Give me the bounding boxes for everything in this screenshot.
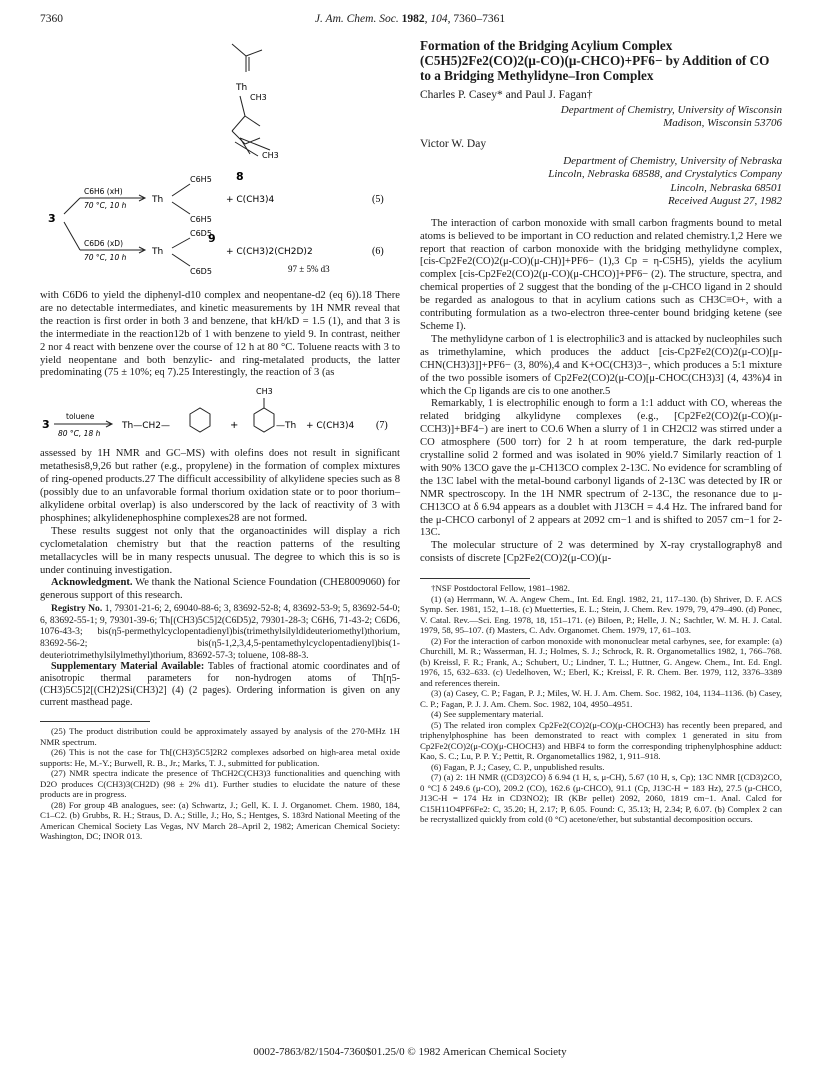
eq7-reagent: toluene <box>66 412 95 422</box>
label-eq5: (5) <box>372 194 384 205</box>
label-c6d5-b: C6D5 <box>190 267 212 276</box>
right-paragraph-2: The methylidyne carbon of 1 is electrophilic3 and is attacked by nucleophiles such as trimethylamine, which produces the adduct [cis-Cp2Fe2(CO)2(μ-CO)[μ-CHN(CH3)3]]+PF6− (3, 80%),4 and K+OC(CH3)3−, which produces a 5:1 mixture of the two possible isomers of Cp2Fe2(CO)2(μ-CO)[μ-CHOC(CH3)3] (4, 43%)4 in which the Cp ligands are cis to one another.5 <box>420 333 782 397</box>
journal-pages: , 7360–7361 <box>447 13 506 25</box>
left-paragraph-1: with C6D6 to yield the diphenyl-d10 complex and neopentane-d2 (eq 6)).18 There are no detectable intermediates, and kinetic measurements by 1H NMR reveal that the reaction is first order in both 3 and benzene, that kH/kD = 1.5 (1), and that 3 is the intermediate in the reaction12b of 1 with benzene to yield 9. In contrast, neither 2 nor 4 react with benzene over the course of 12 h at 80 °C. Toluene reacts with 3 to yield neopentane and both benzylic- and ring-metalated products, the latter predominating (75 ± 10%; eq 7).25 Interestingly, the reaction of 3 (as <box>40 290 400 379</box>
supplementary-material <box>40 661 400 709</box>
left-paragraph-2: assessed by 1H NMR and GC–MS) with olefins does not result in significant metathesis8,9,26 but rather (e.g., propylene) in the formation of complex mixtures of ring-opened products.27 The difficult accessibility of alkylidene species such as 8 (possibly due to an unfavorable formal thorium oxidation state or to poor thorium–alkylidene orbital overlap) is also underscored by the lack of reactivity of 3 with phosphines; alkylidenephosphine complexes28 are not formed. <box>40 448 400 524</box>
footnote-6: (6) Fagan, P. J.; Casey, C. P., unpublished results. <box>431 761 605 772</box>
label-arrow-top-cond: 70 °C, 10 h <box>84 201 127 210</box>
authors-1: Charles P. Casey* and Paul J. Fagan† <box>420 89 593 101</box>
label-ch3-b: CH3 <box>262 151 279 160</box>
footnote-dagger: †NSF Postdoctoral Fellow, 1981–1982. <box>431 583 570 594</box>
footnote-26: (26) This is not the case for Th[(CH3)5C5]2R2 complexes adsorbed on high-area metal oxide supports: He, M.-Y.; Burwell, R. B., Jr.; Marks, T. J., submitted for publication. <box>40 747 400 768</box>
article-title: Formation of the Bridging Acylium Complex (C5H5)2Fe2(CO)2(μ-CO)(μ-CHCO)+PF6− by Addition of CO to a Bridging Methylidyne–Iron Complex <box>420 38 770 83</box>
label-eq6: (6) <box>372 246 384 257</box>
journal-name: J. Am. Chem. Soc. <box>314 13 399 25</box>
footnote-2: (2) For the interaction of carbon monoxide with mononuclear metal carbynes, see, for example: (a) Churchill, M. R.; Wasserman, H. J.; Holmes, S. J.; Schrock, R. R. Organometallics 1982, 1, 766–768. (b) Kreissl, F. R.; Frank, A.; Schubert, U.; Lindner, T. L.; Huttner, G. Angew. Chem., Int. Ed. Engl. 1976, 15, 632–633. (c) Uedelhoven, W.; Eberl, K.; Kreissl, F. R. Chem. Ber. 1979, 112, 3376–3389 and references therein. <box>420 635 782 688</box>
footnote-rule <box>40 721 150 722</box>
scheme-svg <box>40 38 400 290</box>
ack-body: We thank the National Science Foundation (CHE8009060) for generous support of this research. <box>40 577 400 602</box>
label-arrow-bot-cond: 70 °C, 10 h <box>84 253 127 262</box>
journal-volume: 104 <box>430 13 448 25</box>
right-column <box>420 38 782 825</box>
eq7-th1: Th—CH2— <box>122 421 170 432</box>
left-column <box>40 38 400 842</box>
eq7-svg <box>40 384 400 444</box>
label-ch3-a: CH3 <box>250 93 267 102</box>
right-paragraph-1: The interaction of carbon monoxide with small carbon fragments bound to metal atoms is believed to be important in CO reduction and related chemistry.1,2 Here we report that reaction of carbon monoxide with the bridging methylidyne complex, [cis-Cp2Fe2(CO)2(μ-CO)(μ-CH)]+PF6− (1),3 Cp = η-C5H5), yields the acylium complex [cis-Cp2Fe2(CO)2(μ-CO)(μ-CHCO)]+PF6− (2). The structure, spectra, and chemical properties of 2 suggest that the bonding of the μ-CHCO ligand in 2 should be regarded as analogous to that in acylium cations such as CH3C≡O+, with a contributing formulation as a two-electron three-center bound bridging ketene (see Scheme I). <box>420 217 782 332</box>
footnote-28: (28) For group 4B analogues, see: (a) Schwartz, J.; Gell, K. I. J. Organomet. Chem. 1980, 184, C1–C2. (b) Grubbs, R. H.; Straus, D. A.; Stille, J.; Ho, S.; Hentges, S. 183rd National Meeting of the American Chemical Society Las Vegas, NV March 28–April 2, 1982; American Chemical Society: Washington, DC; INOR 013. <box>40 799 400 842</box>
right-paragraph-4: The molecular structure of 2 was determined by X-ray crystallography8 and consists of discrete [Cp2Fe2(CO)2(μ-CO)(μ- <box>420 540 782 565</box>
eq7-ch3: CH3 <box>256 387 273 397</box>
footnote-7: (7) (a) 2: 1H NMR ((CD3)2CO) δ 6.94 (1 H, s, μ-CH), 5.67 (10 H, s, Cp); 13C NMR [(CD3)2CO, 0 °C] δ 249.6 (μ-CO), 209.2 (CO), 162.6 (μ-CHCO), 91.1 (Cp, J13C-H = 183 Hz), 27.5 (μ-CHCO, J13C-H = 174 Hz in CD3NO2); IR (KBr pellet) 2092, 2060, 1819 cm−1. Anal. Calcd for C15H11O4PF6Fe2: C, 35.20; H, 2.17; P, 6.05. Found: C, 35.13; H, 2.34; P, 6.07. (b) Complex 2 can be recrystallized quickly from cold (0 °C) acetone/ether, but substantial decomposition occurs. <box>420 772 782 825</box>
affiliation-2a: Department of Chemistry, University of Nebraska <box>563 155 782 168</box>
reaction-scheme <box>40 38 400 290</box>
eq7-number: (7) <box>376 420 388 432</box>
affiliation-1a: Department of Chemistry, University of Wisconsin <box>560 103 782 116</box>
eq7-cond: 80 °C, 18 h <box>58 429 101 439</box>
label-product-top: + C(CH3)4 <box>226 195 275 205</box>
right-paragraph-3: Remarkably, 1 is electrophilic enough to form a 1:1 adduct with CO, whereas the related bridging alkylidyne complexes (e.g., [Cp2Fe2(CO)2(μ-CO)(μ-CCH3)]+BF4−) are inert to CO.6 When a slurry of 1 in CH2Cl2 was stirred under a CO atmosphere (500 torr) for 2 h at room temperature, the dark red-purple crystalline solid 2 formed and was isolated in 90% yield.7 Similarly reaction of 1 with 90% 13CO gave the μ-CH13CO complex 2-13C. No evidence for scrambling of the 13C label with the metal-bound carbonyl ligands of 2-13C was detected by IR or NMR spectroscopy. In the 1H NMR spectrum of 2-13C, the resonance due to μ-CH13CO at δ 6.94 appears as a doublet with J13CH = 4.4 Hz. The infrared band for the μ-CHCO carbonyl of 2 appears at 2092 cm−1 and is shifted to 2057 cm−1 for 2-13C. <box>420 398 782 539</box>
footnote-rule-right <box>420 578 530 579</box>
eq7-reactant: 3 <box>42 418 50 432</box>
label-arrow-top-reagent: C6H6 (xH) <box>84 187 123 196</box>
journal-year: 1982 <box>401 13 425 25</box>
label-compound-3: 3 <box>48 212 56 225</box>
left-paragraph-3: These results suggest not only that the organoactinides will display a rich cyclometalation chemistry but that the reaction patterns of the resulting metallacycles will be in many respects unusual. The degree to which this is so is under continuing investigation. <box>40 525 400 576</box>
footnote-3: (3) (a) Casey, C. P.; Fagan, P. J.; Miles, W. H. J. Am. Chem. Soc. 1982, 104, 1134–1136. (b) Casey, C. P.; Fagan, P. J. J. Am. Chem. Soc. 1982, 104, 4950–4951. <box>420 688 782 709</box>
label-compound-8: 8 <box>236 170 244 183</box>
registry-numbers <box>40 603 400 661</box>
ack-heading: Acknowledgment. <box>51 577 133 589</box>
label-product-bot: + C(CH3)2(CH2D)2 <box>226 247 313 257</box>
footnote-4: (4) See supplementary material. <box>431 709 544 720</box>
footnote-1: (1) (a) Herrmann, W. A. Angew Chem., Int. Ed. Engl. 1982, 21, 117–130. (b) Shriver, D. F. ACS Symp. Ser. 1981, 152, 1–18. (c) Muetterties, E. L.; Stein, J. Chem. Rev. 1979, 79, 479–490. (d) Ponec, V. Catal. Rev.—Sci. Eng. 1978, 18, 151–171. (e) Biloen, P.; Helle, J. N.; Sachtler, W. M. H. J. Catal. 1979, 58, 95–107. (f) Masters, C. Adv. Organomet. Chem. 1979, 17, 61–103. <box>420 593 782 636</box>
eq7-th2: —Th <box>276 421 297 432</box>
authors-2: Victor W. Day <box>420 138 487 151</box>
label-arrow-bot-reagent: C6D6 (xD) <box>84 239 124 248</box>
label-th-top: Th <box>152 195 164 205</box>
footnote-5: (5) The related iron complex Cp2Fe2(CO)2(μ-CO)(μ-CHOCH3) has recently been prepared, and triphenylphosphine has been demonstrated to react with complex 1 generated in situ from Cp2Fe2(CO)2(μ-CO)(μ-CHOCH3) and HBF4 to form the corresponding triphenylphosphine adduct: Kao, S. C.; Lu, P. P. Y.; Pettit, R. Organometallics 1982, 1, 911–918. <box>420 719 782 762</box>
label-c6d5-a: C6D5 <box>190 229 212 238</box>
footnote-25: (25) The product distribution could be approximately assayed by analysis of the 270-MHz 1H NMR spectrum. <box>40 726 400 747</box>
label-th-bot: Th <box>152 247 164 257</box>
supp-body: Tables of fractional atomic coordinates and of anisotropic thermal parameters for non-hydrogen atoms of Th[η5-(CH3)5C5]2[(CH2)2Si(CH3)2] (4) (2 pages). Ordering information is given on any current masthead page. <box>40 661 400 709</box>
registry-body: 1, 79301-21-6; 2, 69040-88-6; 3, 83692-52-8; 4, 83692-53-9; 5, 83692-54-0; 6, 83692-55-1; 9, 79301-39-6; Th[(CH3)5C5]2(C6D5)2, 79301-28-3; C6H6, 71-43-2; C6D6, 1076-43-3; bis(η5-permethylcyclopentadienyl)bis(trimethylsilyldideuteriomethyl)thorium, 83692-56-2; bis(η5-1,2,3,4,5-pentamethylcyclopentadienyl)bis(1-deuteriotrimethylsilylmethyl)thorium, 83692-57-3; toluene, 108-88-3. <box>40 603 400 661</box>
label-d-yield: 97 ± 5% d3 <box>288 264 330 274</box>
affiliation-2c: Lincoln, Nebraska 68501 <box>670 181 782 194</box>
acknowledgment <box>40 577 400 603</box>
footnote-27: (27) NMR spectra indicate the presence of ThCH2C(CH3)3 functionalities and quenching with D2O produces C(CH3)3(CH2D) (98 ± 2% d1). Further studies to elucidate the nature of these products are in progress. <box>40 768 400 800</box>
affiliation-2b: Lincoln, Nebraska 68588, and Crystalytics Company <box>548 168 782 181</box>
registry-heading: Registry No. <box>51 603 103 615</box>
received-date: Received August 27, 1982 <box>667 194 782 207</box>
affiliation-1b: Madison, Wisconsin 53706 <box>663 117 782 130</box>
running-header: J. Am. Chem. Soc. 1982, 104, 7360–7361 <box>314 13 506 25</box>
equation-7 <box>40 384 400 444</box>
page-footer: 0002-7863/82/1504-7360$01.25/0 © 1982 American Chemical Society <box>253 1046 567 1058</box>
label-c6h5-b: C6H5 <box>190 215 212 224</box>
eq7-plus2: + C(CH3)4 <box>306 421 355 432</box>
page-number: 7360 <box>40 13 63 25</box>
label-c6h5-a: C6H5 <box>190 175 212 184</box>
label-compound-9: 9 <box>208 232 216 245</box>
supp-heading: Supplementary Material Available: <box>51 661 205 673</box>
eq7-plus1: + <box>230 420 239 432</box>
label-th-8: Th <box>236 83 248 93</box>
